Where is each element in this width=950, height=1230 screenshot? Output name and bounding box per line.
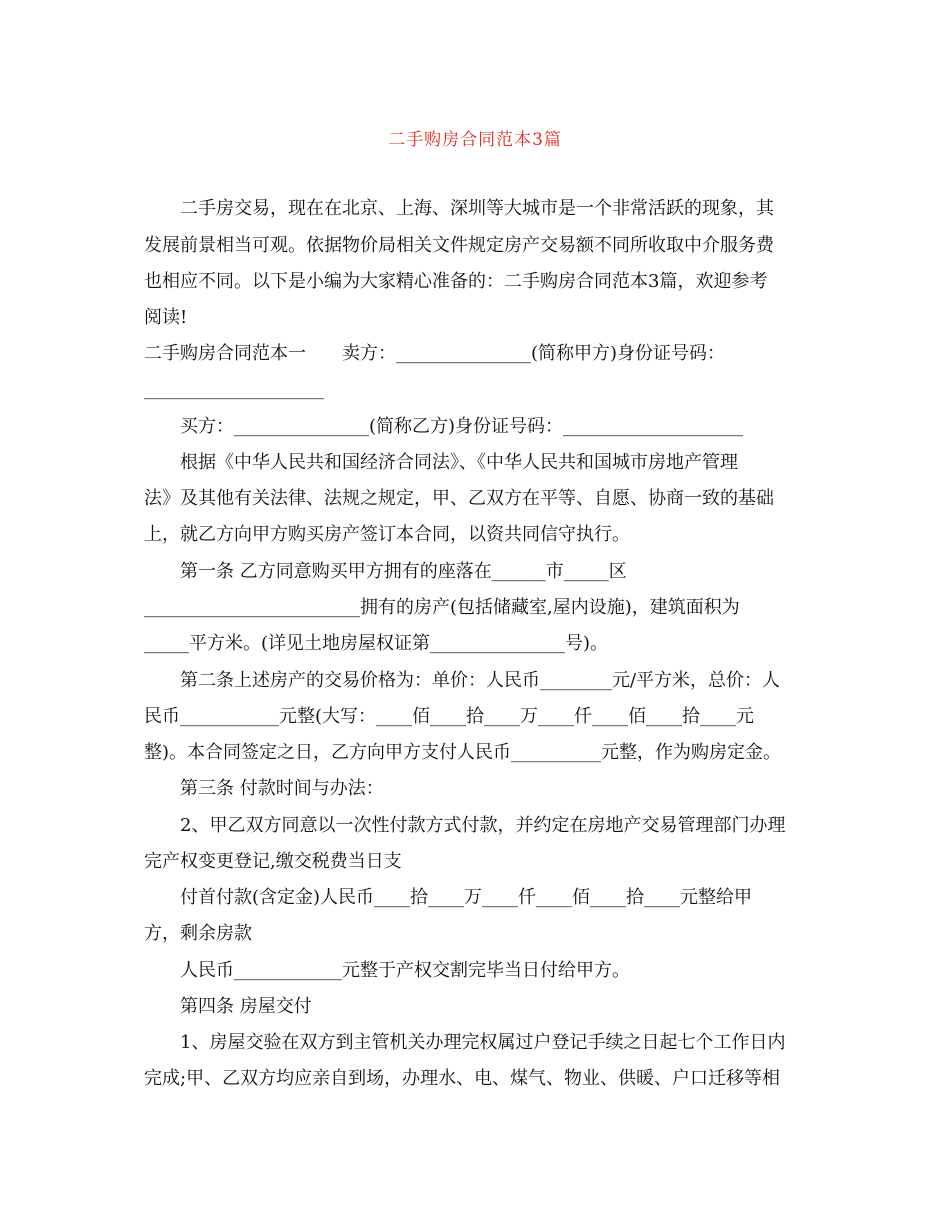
paragraph-line: 方，剩余房款 xyxy=(144,923,252,944)
paragraph-line: 上，就乙方向甲方购买房产签订本合同，以资共同信守执行。 xyxy=(144,524,630,545)
paragraph-line: 第一条 乙方同意购买甲方拥有的座落在______市_____区 xyxy=(180,561,627,582)
paragraph-line: 也相应不同。以下是小编为大家精心准备的：二手购房合同范本3篇，欢迎参考 xyxy=(144,271,768,292)
paragraph-line: 付首付款(含定金)人民币____拾____万____仟____佰____拾____元整给甲 xyxy=(180,887,753,908)
paragraph-line: ____________________ xyxy=(144,379,324,400)
paragraph-line: 1、房屋交验在双方到主管机关办理完权属过户登记手续之日起七个工作日内 xyxy=(180,1032,786,1053)
paragraph-line: 阅读! xyxy=(144,307,188,328)
paragraph-line: 买方：_______________(简称乙方)身份证号码：____________________ xyxy=(180,416,744,437)
paragraph-line: 第四条 房屋交付 xyxy=(180,996,312,1017)
paragraph-line: 完成;甲、乙双方均应亲自到场，办理水、电、煤气、物业、供暖、户口迁移等相 xyxy=(144,1068,781,1089)
paragraph-line: 二手房交易，现在在北京、上海、深圳等大城市是一个非常活跃的现象，其 xyxy=(180,198,774,219)
paragraph-line: 根据《中华人民共和国经济合同法》、《中华人民共和国城市房地产管理 xyxy=(180,452,738,473)
paragraph-line: 2、甲乙双方同意以一次性付款方式付款，并约定在房地产交易管理部门办理 xyxy=(180,815,786,836)
paragraph-line: 第三条 付款时间与办法： xyxy=(180,778,384,799)
paragraph-line: 整)。本合同签定之日，乙方向甲方支付人民币__________元整，作为购房定金。 xyxy=(144,742,782,763)
paragraph-line: _____平方米。(详见土地房屋权证第_______________号)。 xyxy=(144,633,609,654)
paragraph-line: 第二条上述房产的交易价格为：单价：人民币________元/平方米，总价：人 xyxy=(180,670,781,691)
paragraph-line: 二手购房合同范本一 卖方：_______________(简称甲方)身份证号码： xyxy=(144,343,726,364)
document-title: 二手购房合同范本3篇 xyxy=(388,130,562,150)
paragraph-line: 人民币____________元整于产权交割完毕当日付给甲方。 xyxy=(180,960,630,981)
paragraph-line: 民币___________元整(大写：____佰____拾____万____仟____佰____拾____元 xyxy=(144,706,755,727)
paragraph-line: ________________________拥有的房产(包括储藏室,屋内设施)，建筑面积为 xyxy=(144,597,740,618)
paragraph-line: 完产权变更登记,缴交税费当日支 xyxy=(144,851,402,872)
paragraph-line: 法》及其他有关法律、法规之规定，甲、乙双方在平等、自愿、协商一致的基础 xyxy=(144,488,774,509)
paragraph-line: 发展前景相当可观。依据物价局相关文件规定房产交易额不同所收取中介服务费 xyxy=(144,235,774,256)
